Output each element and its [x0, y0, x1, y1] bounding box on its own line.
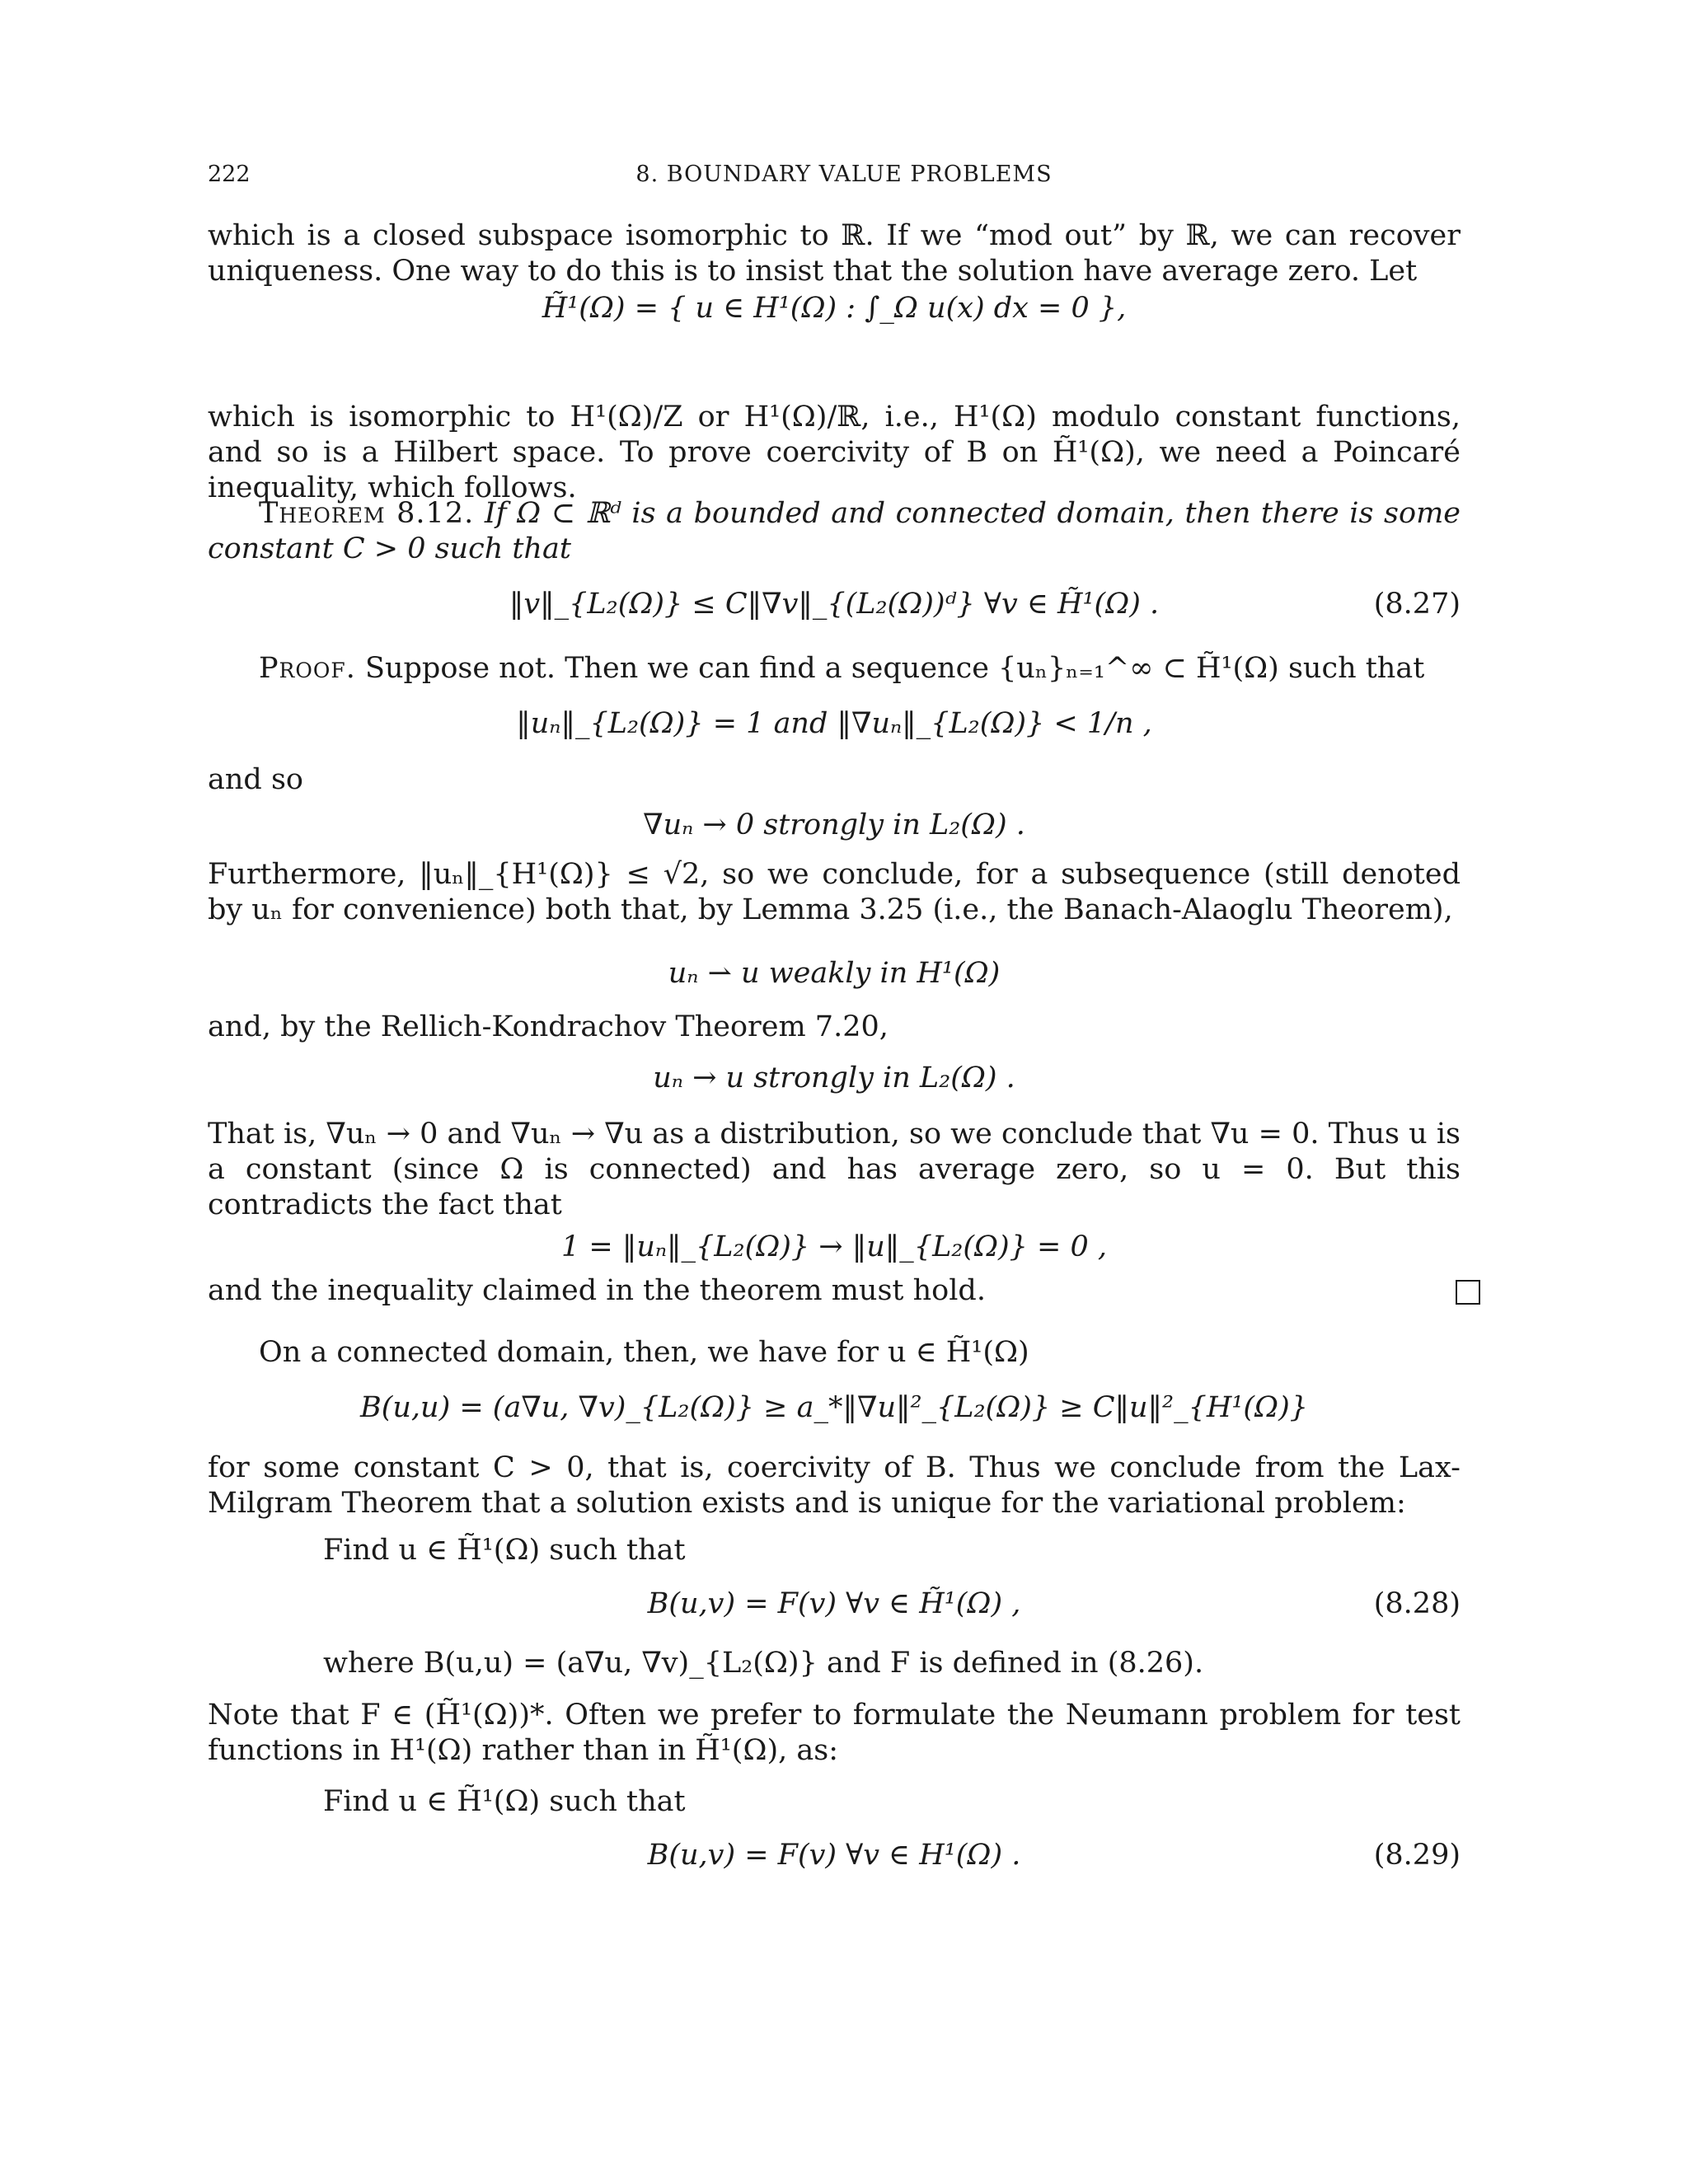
qed-symbol: [1456, 1280, 1480, 1305]
equation-norm-conditions: ‖uₙ‖_{L₂(Ω)} = 1 and ‖∇uₙ‖_{L₂(Ω)} < 1/n ,: [516, 707, 1152, 740]
equation-body: B(u,v) = F(v) ∀v ∈ H¹(Ω) .: [647, 1839, 1021, 1872]
text-where-bilinear: where B(u,u) = (a∇u, ∇v)_{L₂(Ω)} and F is defined in (8.26).: [323, 1647, 1204, 1680]
text-rellich-kondrachov: and, by the Rellich-Kondrachov Theorem 7.20,: [208, 1010, 889, 1043]
equation-number: (8.28): [1373, 1587, 1461, 1620]
page-number: 222: [208, 162, 251, 187]
equation-coercivity: B(u,u) = (a∇u, ∇v)_{L₂(Ω)} ≥ a_*‖∇u‖²_{L₂(Ω)} ≥ C‖u‖²_{H¹(Ω)}: [359, 1391, 1308, 1424]
proof-opening: [208, 651, 1461, 687]
paragraph-neumann-note: Note that F ∈ (H̃¹(Ω))*. Often we prefer to formulate the Neumann problem for test functions in H¹(Ω) rather than in H̃¹(Ω), as:: [208, 1699, 1461, 1767]
proof-text: Suppose not. Then we can find a sequence {uₙ}ₙ₌₁^∞ ⊂ H̃¹(Ω) such that: [364, 652, 1425, 685]
theorem-statement: If Ω ⊂ ℝᵈ is a bounded and connected domain, then there is some constant C > 0 such that: [208, 497, 1461, 565]
paragraph-contradiction: That is, ∇uₙ → 0 and ∇uₙ → ∇u as a distribution, so we conclude that ∇u = 0. Thus u is a constant (since Ω is connected) and has average zero, so u = 0. But this contradicts the fact that: [208, 1118, 1461, 1221]
equation-htilde-definition: H̃¹(Ω) = { u ∈ H¹(Ω) : ∫_Ω u(x) dx = 0 },: [542, 292, 1127, 325]
equation-weak-convergence: uₙ ⇀ u weakly in H¹(Ω): [668, 957, 1001, 990]
text-find-u-1: Find u ∈ H̃¹(Ω) such that: [323, 1534, 686, 1567]
equation-strong-convergence: uₙ → u strongly in L₂(Ω) .: [653, 1062, 1015, 1094]
equation-8-27: [208, 587, 1461, 622]
equation-8-29: [208, 1838, 1461, 1873]
text-find-u-2: Find u ∈ H̃¹(Ω) such that: [323, 1785, 686, 1818]
paragraph-intro: which is a closed subspace isomorphic to ℝ. If we “mod out” by ℝ, we can recover uniqueness. One way to do this is to insist that the solution have average zero. Let: [208, 219, 1461, 288]
equation-number: (8.29): [1373, 1839, 1461, 1872]
equation-8-28: [208, 1586, 1461, 1622]
equation-body: B(u,v) = F(v) ∀v ∈ H̃¹(Ω) ,: [647, 1587, 1021, 1620]
chapter-title: 8. BOUNDARY VALUE PROBLEMS: [635, 162, 1053, 187]
text-connected-domain: On a connected domain, then, we have for u ∈ H̃¹(Ω): [259, 1336, 1029, 1369]
equation-gradient-strong: ∇uₙ → 0 strongly in L₂(Ω) .: [643, 808, 1025, 841]
paragraph-lax-milgram: for some constant C > 0, that is, coercivity of B. Thus we conclude from the Lax-Milgram Theorem that a solution exists and is unique for the variational problem:: [208, 1451, 1461, 1520]
text-and-so: and so: [208, 763, 303, 796]
proof-label: Proof.: [259, 652, 356, 685]
running-header: [208, 162, 1480, 194]
theorem-8-12: [208, 496, 1461, 567]
equation-number: (8.27): [1373, 588, 1461, 621]
theorem-label: Theorem 8.12.: [259, 497, 475, 530]
paragraph-hilbert-space: which is isomorphic to H¹(Ω)/Z or H¹(Ω)/ℝ, i.e., H¹(Ω) modulo constant functions, and so is a Hilbert space. To prove coercivity of B on H̃¹(Ω), we need a Poincaré inequality, which follows.: [208, 401, 1461, 504]
paragraph-subsequence: Furthermore, ‖uₙ‖_{H¹(Ω)} ≤ √2, so we conclude, for a subsequence (still denoted by uₙ for convenience) both that, by Lemma 3.25 (i.e., the Banach-Alaoglu Theorem),: [208, 858, 1461, 926]
equation-contradiction: 1 = ‖uₙ‖_{L₂(Ω)} → ‖u‖_{L₂(Ω)} = 0 ,: [560, 1230, 1108, 1263]
equation-body: ‖v‖_{L₂(Ω)} ≤ C‖∇v‖_{(L₂(Ω))ᵈ} ∀v ∈ H̃¹(Ω) .: [509, 588, 1160, 621]
text-inequality-holds: and the inequality claimed in the theorem must hold.: [208, 1274, 986, 1307]
